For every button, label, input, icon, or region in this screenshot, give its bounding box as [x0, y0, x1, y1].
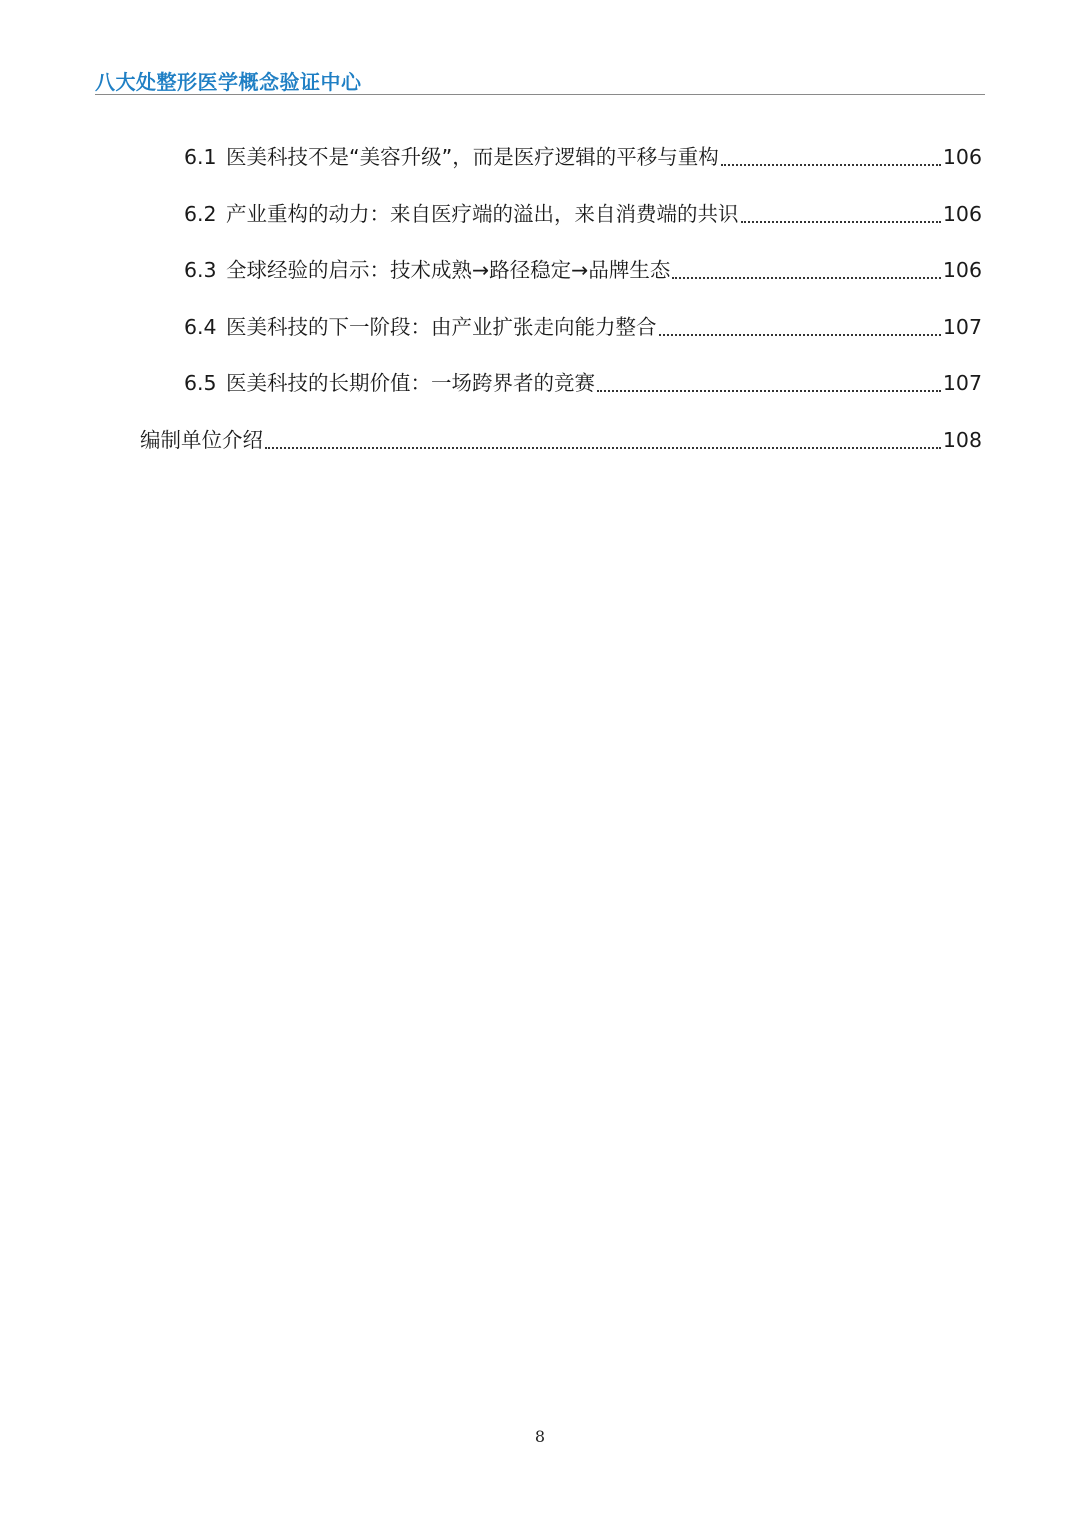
- toc-entry-title: 医美科技不是“美容升级”，而是医疗逻辑的平移与重构: [226, 145, 719, 169]
- toc-entry-title: 医美科技的下一阶段：由产业扩张走向能力整合: [226, 315, 657, 339]
- toc-entry[interactable]: [140, 425, 982, 455]
- toc-entry-number: 6.1: [184, 145, 217, 169]
- toc-dot-leader: [659, 312, 941, 336]
- toc-dot-leader: [672, 255, 941, 279]
- toc-entry-page: 107: [942, 371, 982, 395]
- header-title: 八大处整形医学概念验证中心: [95, 70, 362, 94]
- toc-dot-leader: [741, 199, 941, 223]
- toc-entry-title: 医美科技的长期价值：一场跨界者的竞赛: [226, 371, 595, 395]
- toc-entry-page: 107: [942, 315, 982, 339]
- page-header: [95, 64, 985, 95]
- toc-entry-number: 6.3: [184, 258, 217, 282]
- toc-entry-title: 编制单位介绍: [140, 428, 263, 452]
- toc-dot-leader: [721, 142, 941, 166]
- page-number: 8: [534, 1427, 546, 1446]
- toc-entry-page: 108: [942, 428, 982, 452]
- toc-entry[interactable]: [184, 199, 982, 229]
- toc-entry[interactable]: [184, 312, 982, 342]
- toc-entry-page: 106: [942, 202, 982, 226]
- toc-entry-page: 106: [942, 145, 982, 169]
- toc-entry-number: 6.5: [184, 371, 217, 395]
- toc-entry-page: 106: [942, 258, 982, 282]
- toc-entry[interactable]: [184, 142, 982, 172]
- toc-entry-title: 全球经验的启示：技术成熟→路径稳定→品牌生态: [226, 258, 671, 282]
- toc-entry[interactable]: [184, 368, 982, 398]
- toc-entry-number: 6.2: [184, 202, 217, 226]
- toc-entry-title: 产业重构的动力：来自医疗端的溢出，来自消费端的共识: [226, 202, 739, 226]
- toc-dot-leader: [597, 368, 941, 392]
- toc-entry[interactable]: [184, 255, 982, 285]
- toc-dot-leader: [265, 425, 941, 449]
- toc-entry-number: 6.4: [184, 315, 217, 339]
